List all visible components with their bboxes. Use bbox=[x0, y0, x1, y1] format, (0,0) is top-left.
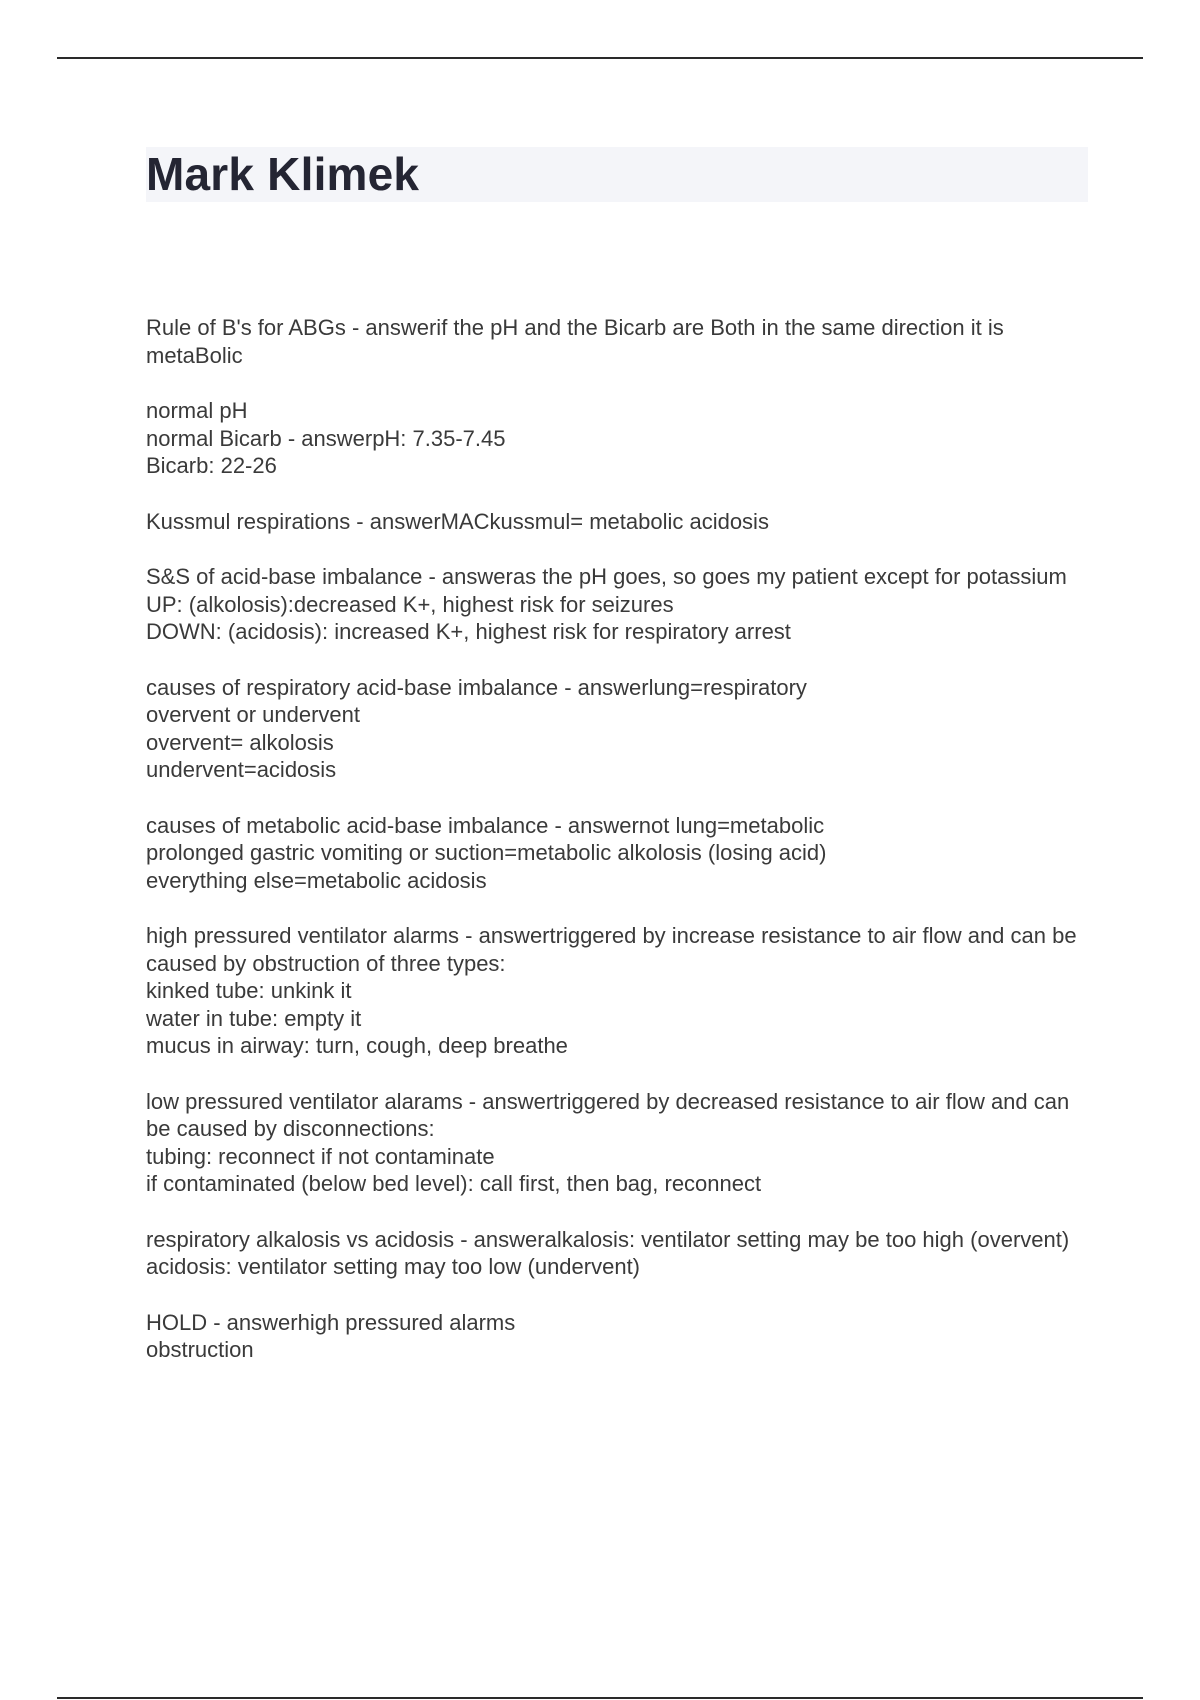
document-title: Mark Klimek bbox=[146, 148, 420, 200]
qa-answer-line: overvent or undervent bbox=[146, 702, 361, 727]
qa-answer-line: overvent= alkolosis bbox=[146, 729, 334, 755]
qa-entry bbox=[146, 1088, 1096, 1198]
qa-answer-line: kinked tube: unkink it bbox=[146, 978, 352, 1003]
qa-answer-line: everything else=metabolic acidosis bbox=[146, 867, 487, 893]
bottom-rule bbox=[57, 1697, 1143, 1699]
qa-question-line: Rule of B's for ABGs - answerif the pH and the Bicarb are Both in the same direction it is metaBolic bbox=[146, 315, 1010, 368]
qa-answer-line: if contaminated (below bed level): call first, then bag, reconnect bbox=[146, 1171, 762, 1196]
qa-entry bbox=[146, 1226, 1096, 1281]
qa-answer-line: mucus in airway: turn, cough, deep breathe bbox=[146, 1033, 568, 1058]
top-rule bbox=[57, 57, 1143, 59]
qa-question-line: high pressured ventilator alarms - answertriggered by increase resistance to air flow and can be caused by obstruction of three types: bbox=[146, 923, 1083, 976]
qa-entry bbox=[146, 314, 1096, 369]
qa-answer-line: obstruction bbox=[146, 1337, 254, 1362]
qa-question-line: causes of metabolic acid-base imbalance - answernot lung=metabolic bbox=[146, 812, 825, 838]
qa-answer-line: tubing: reconnect if not contaminate bbox=[146, 1143, 495, 1169]
document-body bbox=[146, 314, 1096, 1392]
qa-entry bbox=[146, 563, 1096, 646]
qa-question-line: HOLD - answerhigh pressured alarms bbox=[146, 1309, 516, 1335]
qa-entry bbox=[146, 922, 1096, 1060]
qa-answer-line: acidosis: ventilator setting may too low (undervent) bbox=[146, 1254, 641, 1279]
qa-answer-line: prolonged gastric vomiting or suction=metabolic alkolosis (losing acid) bbox=[146, 840, 827, 865]
qa-question-line: low pressured ventilator alarams - answertriggered by decreased resistance to air flow and can be caused by disconnections: bbox=[146, 1088, 1076, 1141]
qa-answer-line: DOWN: (acidosis): increased K+, highest risk for respiratory arrest bbox=[146, 619, 791, 644]
qa-answer-line: UP: (alkolosis):decreased K+, highest risk for seizures bbox=[146, 591, 674, 617]
qa-entry bbox=[146, 812, 1096, 895]
qa-entry bbox=[146, 508, 1096, 536]
qa-entry bbox=[146, 1309, 1096, 1364]
qa-answer-line: water in tube: empty it bbox=[146, 1005, 362, 1031]
qa-answer-line: undervent=acidosis bbox=[146, 757, 337, 782]
qa-answer-line: normal Bicarb - answerpH: 7.35-7.45 bbox=[146, 425, 506, 451]
qa-question-line: normal pH bbox=[146, 398, 248, 423]
qa-question-line: respiratory alkalosis vs acidosis - answeralkalosis: ventilator setting may be too high (overvent) bbox=[146, 1226, 1070, 1252]
qa-question-line: Kussmul respirations - answerMACkussmul= metabolic acidosis bbox=[146, 508, 769, 534]
qa-entry bbox=[146, 674, 1096, 784]
qa-answer-line: Bicarb: 22-26 bbox=[146, 453, 277, 478]
qa-question-line: causes of respiratory acid-base imbalance - answerlung=respiratory bbox=[146, 674, 807, 700]
qa-entry bbox=[146, 397, 1096, 480]
qa-question-line: S&S of acid-base imbalance - answeras the pH goes, so goes my patient except for potassium bbox=[146, 564, 1067, 589]
